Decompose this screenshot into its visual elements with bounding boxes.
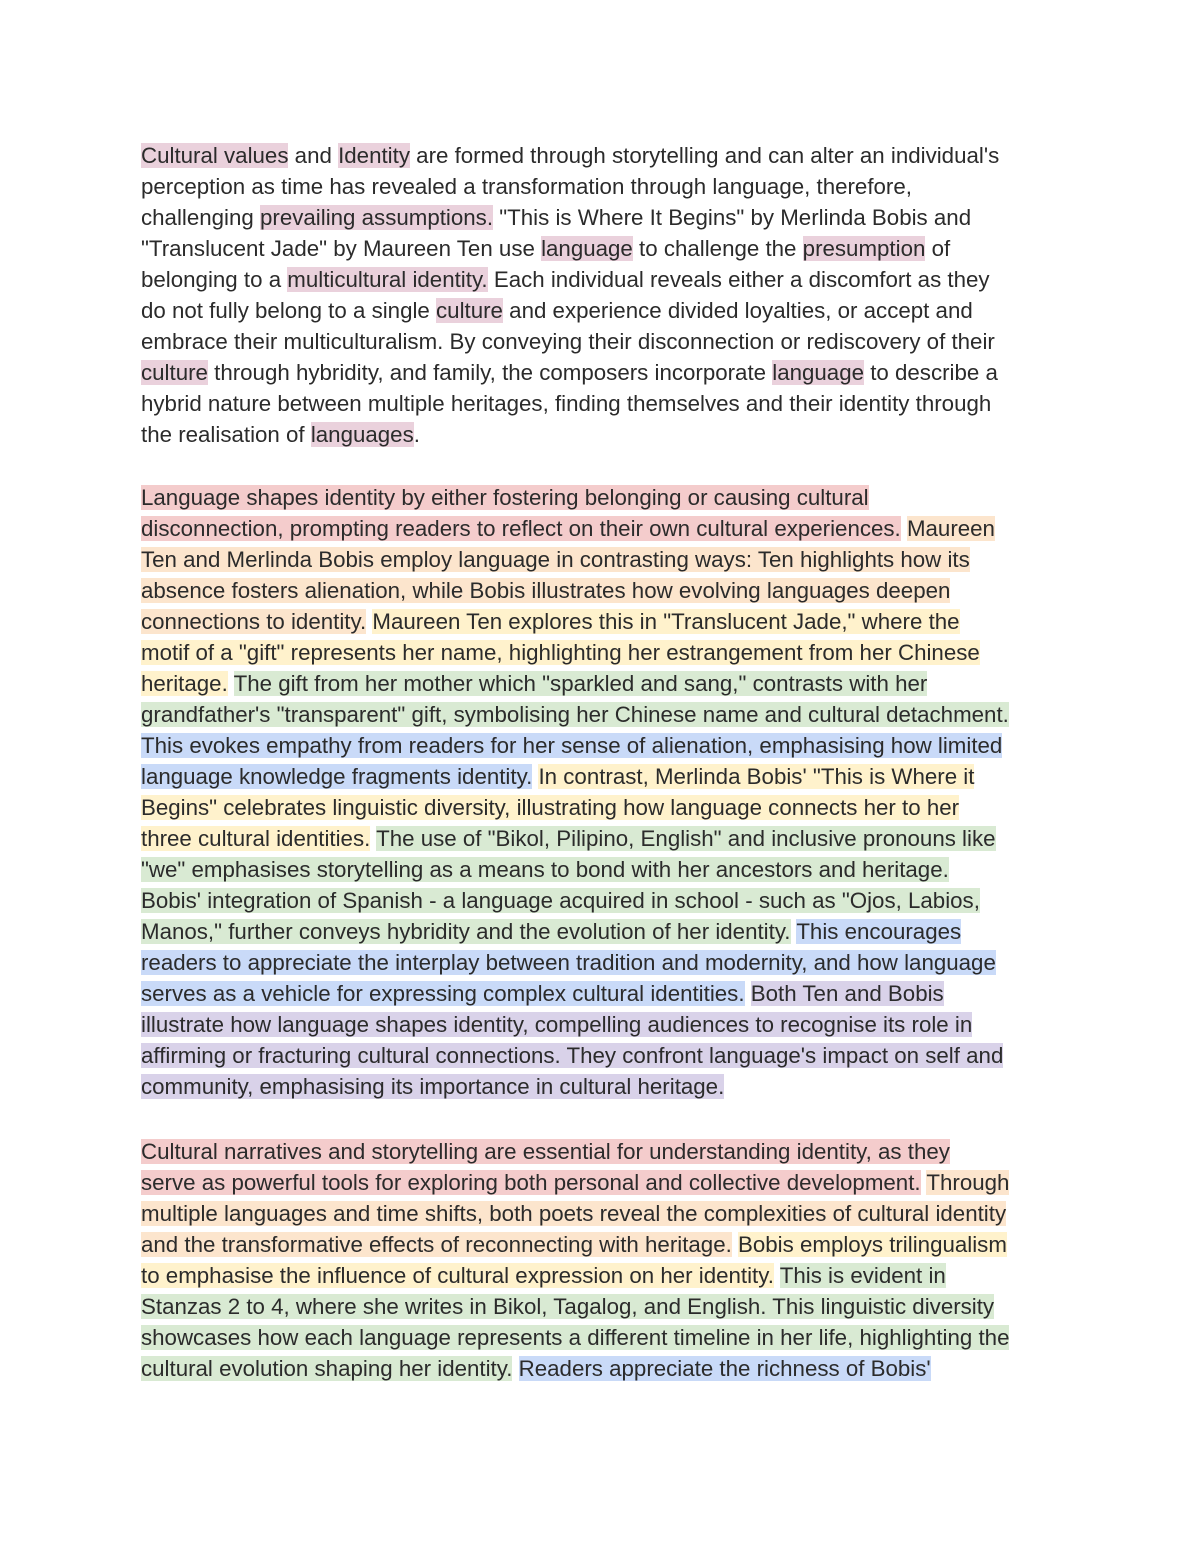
text-segment: . [413, 422, 420, 447]
highlighted-segment-green: The gift from her mother which "sparkled and sang," contrasts with her grandfather's "transparent" gift, symbolising her Chinese name and cultural detachment. [141, 671, 1009, 727]
highlighted-segment-pink: presumption [802, 236, 926, 261]
highlighted-segment-pink: prevailing assumptions. [260, 205, 494, 230]
highlighted-segment-orange: Through multiple languages and time shifts, both poets reveal the complexities of cultural identity and the transformative effects of reconnecting with heritage. [141, 1170, 1010, 1257]
paragraph-introduction [141, 140, 1071, 450]
text-segment [228, 671, 234, 696]
highlighted-segment-yellow: Maureen Ten explores this in "Translucent Jade," where the motif of a "gift" represents her name, highlighting her estrangement from her Chinese heritage. [141, 609, 980, 696]
text-segment: to challenge the [632, 236, 803, 261]
highlighted-segment-green: The use of "Bikol, Pilipino, English" and inclusive pronouns like "we" emphasises storytelling as a means to bond with her ancestors and heritage. Bobis' integration of Spanish - a language acquired in school - such as "Ojos, Labios, Manos," further conveys hybridity and the evolution of her identity. [141, 826, 996, 944]
text-segment: to describe a hybrid nature between multiple heritages, finding themselves and their identity through the realisation of [141, 360, 998, 447]
highlighted-segment-pink: language [541, 236, 633, 261]
highlighted-segment-pink: culture [141, 360, 208, 385]
highlighted-segment-blue: This evokes empathy from readers for her sense of alienation, emphasising how limited language knowledge fragments identity. [141, 733, 1003, 789]
highlighted-segment-orange: Maureen Ten and Merlinda Bobis employ language in contrasting ways: Ten highlights how its absence fosters alienation, while Bobis illustrates how evolving languages deepen connections to identity. [141, 516, 995, 634]
highlighted-segment-pink: Cultural values [141, 143, 289, 168]
text-segment [774, 1263, 780, 1288]
highlighted-segment-blue: Readers appreciate the richness of Bobis' [518, 1356, 931, 1381]
highlighted-segment-pink: Identity [338, 143, 410, 168]
highlighted-segment-purple: Both Ten and Bobis illustrate how language shapes identity, compelling audiences to recognise its role in affirming or fracturing cultural connections. They confront language's impact on self and community, emphasising its importance in cultural heritage. [141, 981, 1004, 1099]
highlighted-segment-pink: languages [310, 422, 414, 447]
text-segment: Each individual reveals either a discomfort as they do not fully belong to a single [141, 267, 990, 323]
text-segment: "This is Where It Begins" by Merlinda Bobis and "Translucent Jade" by Maureen Ten use [141, 205, 972, 261]
text-segment: of belonging to a [141, 236, 951, 292]
highlighted-segment-blue: This encourages readers to appreciate the interplay between tradition and modernity, and how language serves as a vehicle for expressing complex cultural identities. [141, 919, 996, 1006]
text-segment: and experience divided loyalties, or accept and embrace their multiculturalism. By conveying their disconnection or rediscovery of their [141, 298, 995, 354]
paragraph-body-1 [141, 482, 1071, 1102]
highlighted-segment-red: Cultural narratives and storytelling are essential for understanding identity, as they serve as powerful tools for exploring both personal and collective development. [141, 1139, 950, 1195]
highlighted-segment-yellow: In contrast, Merlinda Bobis' "This is Where it Begins" celebrates linguistic diversity, illustrating how language connects her to her three cultural identities. [141, 764, 975, 851]
highlighted-segment-yellow: Bobis employs trilingualism to emphasise the influence of cultural expression on her identity. [141, 1232, 1007, 1288]
text-segment: through hybridity, and family, the composers incorporate [207, 360, 773, 385]
highlighted-segment-green: This is evident in Stanzas 2 to 4, where she writes in Bikol, Tagalog, and English. This linguistic diversity showcases how each language represents a different timeline in her life, highlighting the cultural evolution shaping her identity. [141, 1263, 1010, 1381]
highlighted-segment-red: Language shapes identity by either fostering belonging or causing cultural disconnection, prompting readers to reflect on their own cultural experiences. [141, 485, 901, 541]
text-segment: are formed through storytelling and can alter an individual's perception as time has revealed a transformation through language, therefore, challenging [141, 143, 1000, 230]
highlighted-segment-pink: culture [436, 298, 503, 323]
text-segment [512, 1356, 518, 1381]
highlighted-segment-pink: language [772, 360, 865, 385]
highlighted-segment-pink: multicultural identity. [287, 267, 488, 292]
paragraph-body-2 [141, 1136, 1071, 1384]
text-segment: and [288, 143, 339, 168]
text-segment [745, 981, 751, 1006]
